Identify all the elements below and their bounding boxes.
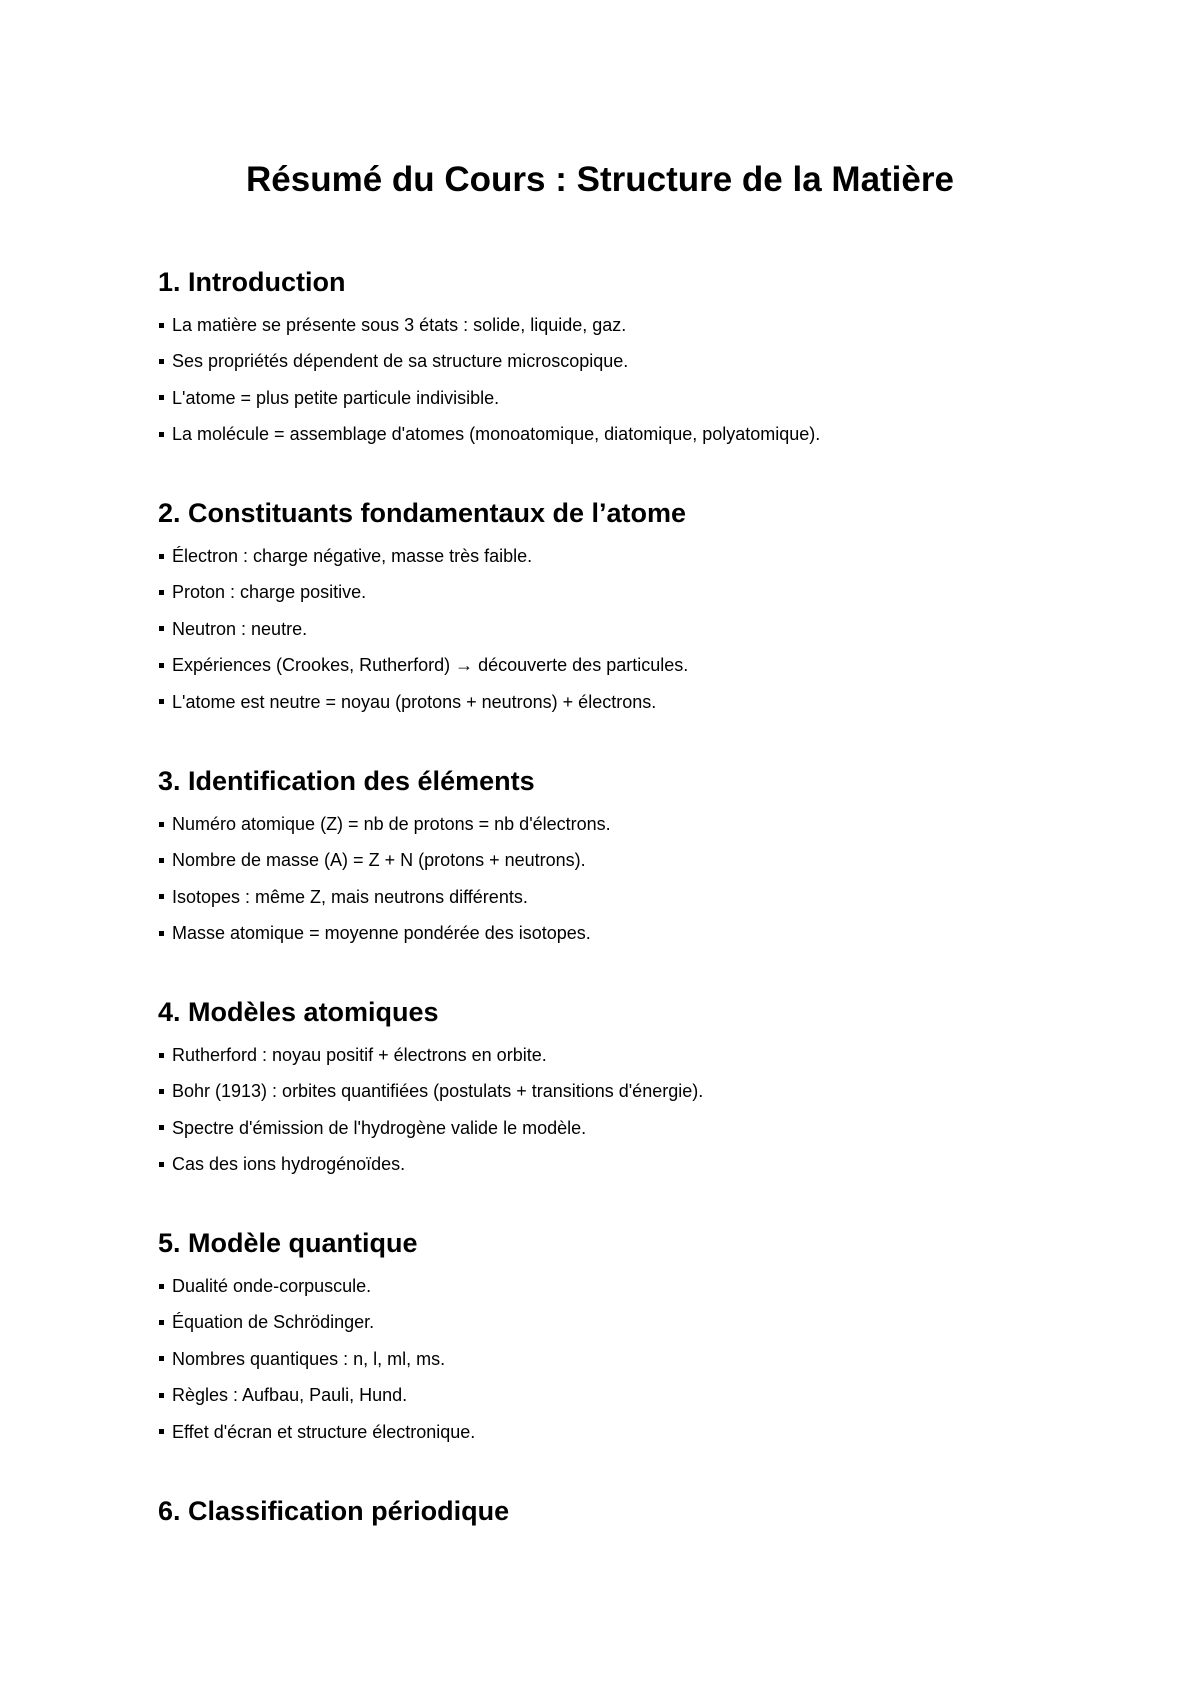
bullet-icon <box>159 1053 164 1058</box>
bullet-list <box>158 806 1138 952</box>
list-item-text: Dualité onde-corpuscule. <box>172 1276 372 1296</box>
list-item <box>158 1414 1138 1450</box>
list-item <box>158 1377 1138 1413</box>
bullet-icon <box>159 323 164 328</box>
list-item-text: L'atome = plus petite particule indivisible. <box>172 387 500 408</box>
list-item <box>158 1146 1138 1182</box>
list-item <box>158 1073 1138 1109</box>
bullet-icon <box>159 1429 164 1434</box>
bullet-icon <box>159 699 164 704</box>
list-item <box>158 1110 1138 1146</box>
bullet-icon <box>159 1393 164 1398</box>
list-item-text: Bohr (1913) : orbites quantifiées (postulats + transitions d'énergie). <box>172 1081 704 1102</box>
section-modeles-atomiques <box>158 995 1138 1183</box>
list-item-text: La matière se présente sous 3 états : solide, liquide, gaz. <box>172 315 627 335</box>
list-item-text: Expériences (Crookes, Rutherford) → découverte des particules. <box>172 655 689 676</box>
bullet-icon <box>159 1320 164 1325</box>
section-heading: 2. Constituants fondamentaux de l’atome <box>158 498 687 528</box>
list-item <box>158 538 1138 574</box>
bullet-icon <box>159 1284 164 1289</box>
list-item-text: Électron : charge négative, masse très faible. <box>172 546 533 566</box>
section-heading: 3. Identification des éléments <box>158 766 535 796</box>
section-heading: 5. Modèle quantique <box>158 1228 418 1258</box>
list-item <box>158 842 1138 878</box>
list-item <box>158 307 1138 343</box>
bullet-list <box>158 1037 1138 1183</box>
document-title: Résumé du Cours : Structure de la Matière <box>246 160 954 199</box>
section-heading: 4. Modèles atomiques <box>158 997 439 1027</box>
list-item <box>158 416 1138 452</box>
list-item <box>158 806 1138 842</box>
section-modele-quantique <box>158 1226 1138 1450</box>
list-item <box>158 684 1138 720</box>
bullet-icon <box>159 359 164 364</box>
list-item <box>158 574 1138 610</box>
bullet-icon <box>159 395 164 400</box>
bullet-icon <box>159 1089 164 1094</box>
bullet-icon <box>159 590 164 595</box>
section-classification-periodique <box>158 1494 1138 1528</box>
list-item-text: Ses propriétés dépendent de sa structure microscopique. <box>172 351 629 372</box>
list-item-text: Masse atomique = moyenne pondérée des isotopes. <box>172 923 591 944</box>
list-item <box>158 380 1138 416</box>
list-item <box>158 1341 1138 1377</box>
section-constituants <box>158 496 1138 720</box>
list-item-text: Équation de Schrödinger. <box>172 1312 375 1333</box>
list-item <box>158 343 1138 379</box>
list-item <box>158 1268 1138 1304</box>
list-item-text: Isotopes : même Z, mais neutrons différents. <box>172 886 528 907</box>
list-item <box>158 1304 1138 1340</box>
bullet-icon <box>159 858 164 863</box>
bullet-list <box>158 538 1138 720</box>
section-heading: 1. Introduction <box>158 267 346 297</box>
list-item-text: La molécule = assemblage d'atomes (monoatomique, diatomique, polyatomique). <box>172 424 821 445</box>
list-item-text: Spectre d'émission de l'hydrogène valide le modèle. <box>172 1117 587 1138</box>
bullet-list <box>158 1268 1138 1450</box>
bullet-icon <box>159 663 164 668</box>
bullet-icon <box>159 1356 164 1361</box>
bullet-list <box>158 307 1138 453</box>
list-item-text: Effet d'écran et structure électronique. <box>172 1421 476 1442</box>
bullet-icon <box>159 554 164 559</box>
list-item-text: Neutron : neutre. <box>172 618 308 639</box>
list-item <box>158 879 1138 915</box>
list-item <box>158 647 1138 683</box>
bullet-icon <box>159 1162 164 1167</box>
list-item <box>158 1037 1138 1073</box>
bullet-icon <box>159 931 164 936</box>
list-item-text: Cas des ions hydrogénoïdes. <box>172 1154 406 1175</box>
bullet-icon <box>159 432 164 437</box>
bullet-icon <box>159 626 164 631</box>
list-item-text: Règles : Aufbau, Pauli, Hund. <box>172 1385 408 1406</box>
list-item-text: Proton : charge positive. <box>172 582 367 603</box>
section-identification <box>158 764 1138 952</box>
list-item-text: Rutherford : noyau positif + électrons en orbite. <box>172 1045 547 1065</box>
section-heading: 6. Classification périodique <box>158 1496 510 1526</box>
list-item-text: L'atome est neutre = noyau (protons + neutrons) + électrons. <box>172 691 657 712</box>
bullet-icon <box>159 822 164 827</box>
list-item-text: Numéro atomique (Z) = nb de protons = nb d'électrons. <box>172 814 611 834</box>
list-item-text: Nombre de masse (A) = Z + N (protons + neutrons). <box>172 850 586 871</box>
list-item <box>158 915 1138 951</box>
bullet-icon <box>159 894 164 899</box>
section-introduction <box>158 265 1138 453</box>
list-item-text: Nombres quantiques : n, l, ml, ms. <box>172 1348 446 1369</box>
list-item <box>158 611 1138 647</box>
bullet-icon <box>159 1125 164 1130</box>
